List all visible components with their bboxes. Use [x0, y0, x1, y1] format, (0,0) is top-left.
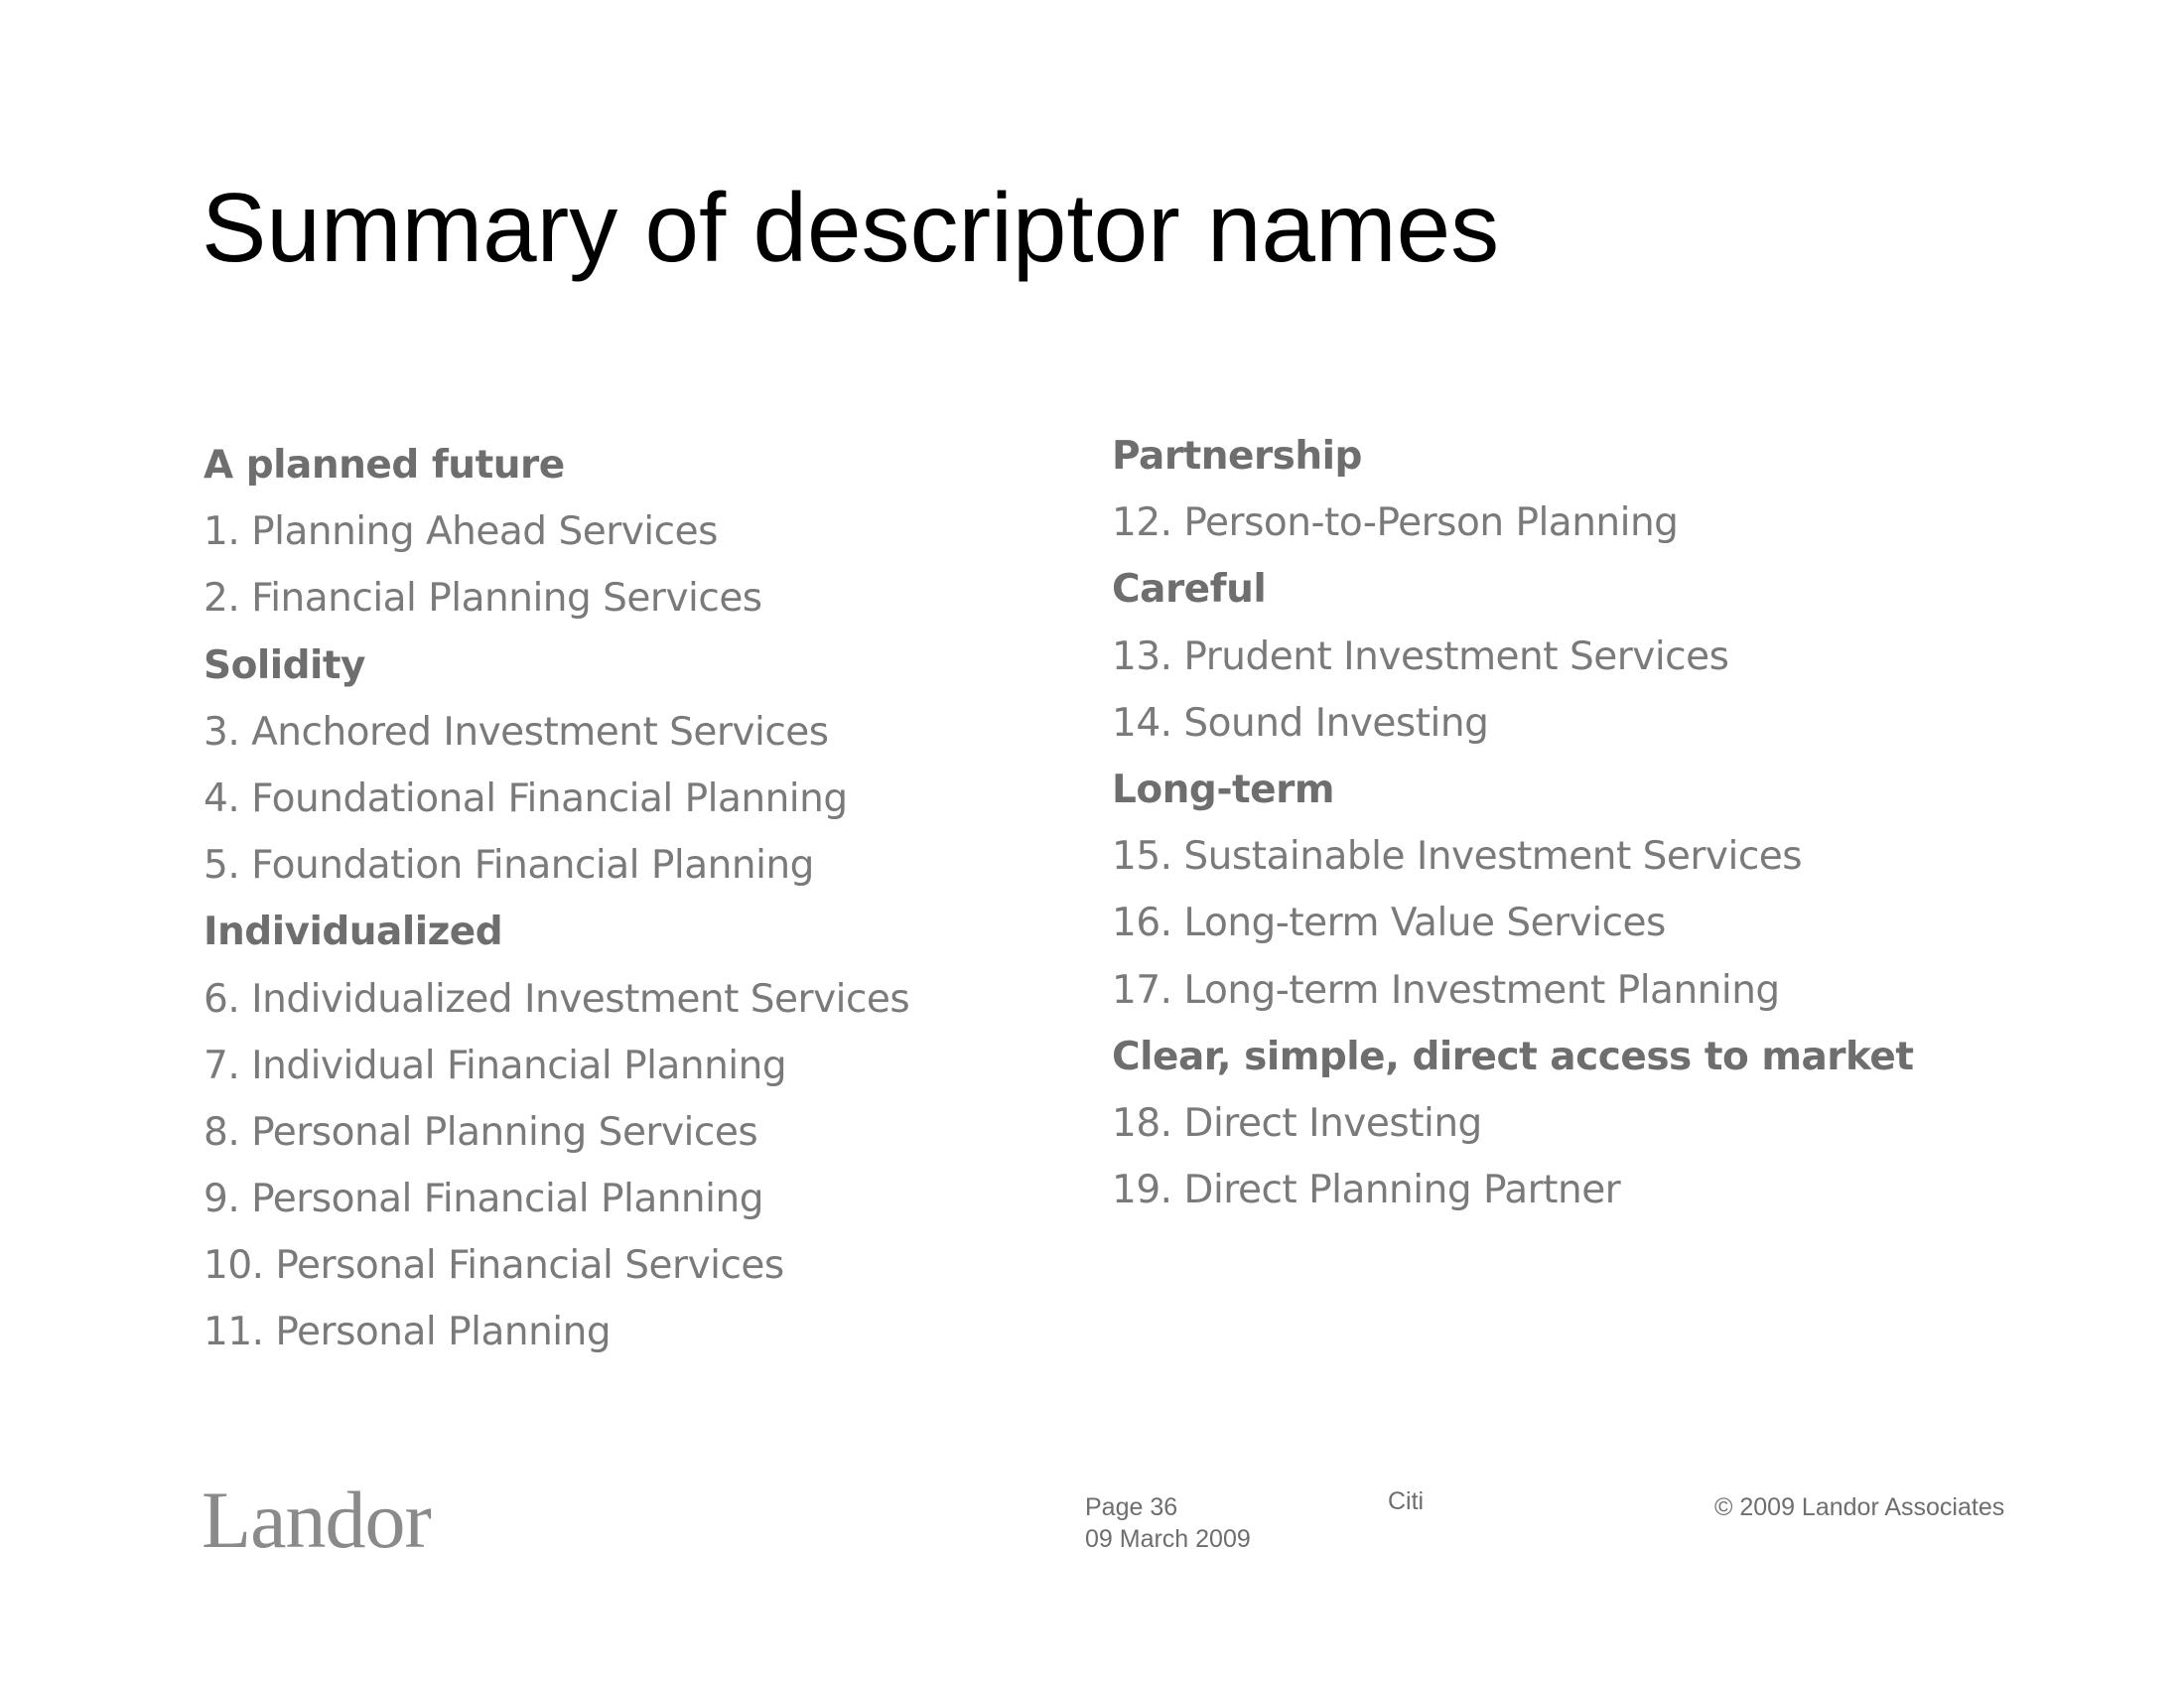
- client-name: Citi: [1388, 1487, 1425, 1515]
- left-column: [204, 432, 1077, 1366]
- list-item: 7. Individual Financial Planning: [204, 1043, 787, 1088]
- list-item: 1. Planning Ahead Services: [204, 509, 718, 555]
- section-heading: Careful: [1112, 567, 1267, 613]
- section-heading: Clear, simple, direct access to market: [1112, 1034, 1914, 1079]
- list-item: 18. Direct Investing: [1112, 1100, 1482, 1146]
- list-item: 6. Individualized Investment Services: [204, 976, 910, 1022]
- section-heading: Solidity: [204, 642, 365, 688]
- list-item: 3. Anchored Investment Services: [204, 709, 829, 755]
- right-column: [1112, 423, 2085, 1223]
- section-heading: Partnership: [1112, 434, 1362, 479]
- list-item: 12. Person-to-Person Planning: [1112, 500, 1679, 546]
- page-info: [1085, 1491, 1251, 1555]
- list-item: 4. Foundational Financial Planning: [204, 775, 848, 821]
- landor-logo: Landor: [202, 1475, 431, 1565]
- page-date: 09 March 2009: [1085, 1525, 1251, 1553]
- list-item: 8. Personal Planning Services: [204, 1109, 758, 1155]
- section-heading: A planned future: [204, 443, 565, 488]
- list-item: 2. Financial Planning Services: [204, 576, 762, 622]
- page-number: Page 36: [1085, 1493, 1178, 1521]
- list-item: 13. Prudent Investment Services: [1112, 633, 1729, 679]
- list-item: 9. Personal Financial Planning: [204, 1177, 763, 1222]
- section-heading: Long-term: [1112, 767, 1334, 812]
- list-item: 17. Long-term Investment Planning: [1112, 967, 1780, 1013]
- list-item: 10. Personal Financial Services: [204, 1243, 784, 1289]
- list-item: 16. Long-term Value Services: [1112, 901, 1666, 946]
- copyright: © 2009 Landor Associates: [1714, 1493, 2005, 1521]
- list-item: 11. Personal Planning: [204, 1310, 612, 1355]
- section-heading: Individualized: [204, 910, 503, 955]
- list-item: 15. Sustainable Investment Services: [1112, 834, 1803, 880]
- list-item: 5. Foundation Financial Planning: [204, 843, 814, 889]
- list-item: 14. Sound Investing: [1112, 700, 1489, 746]
- list-item: 19. Direct Planning Partner: [1112, 1168, 1621, 1213]
- page-title: Summary of descriptor names: [202, 173, 1500, 282]
